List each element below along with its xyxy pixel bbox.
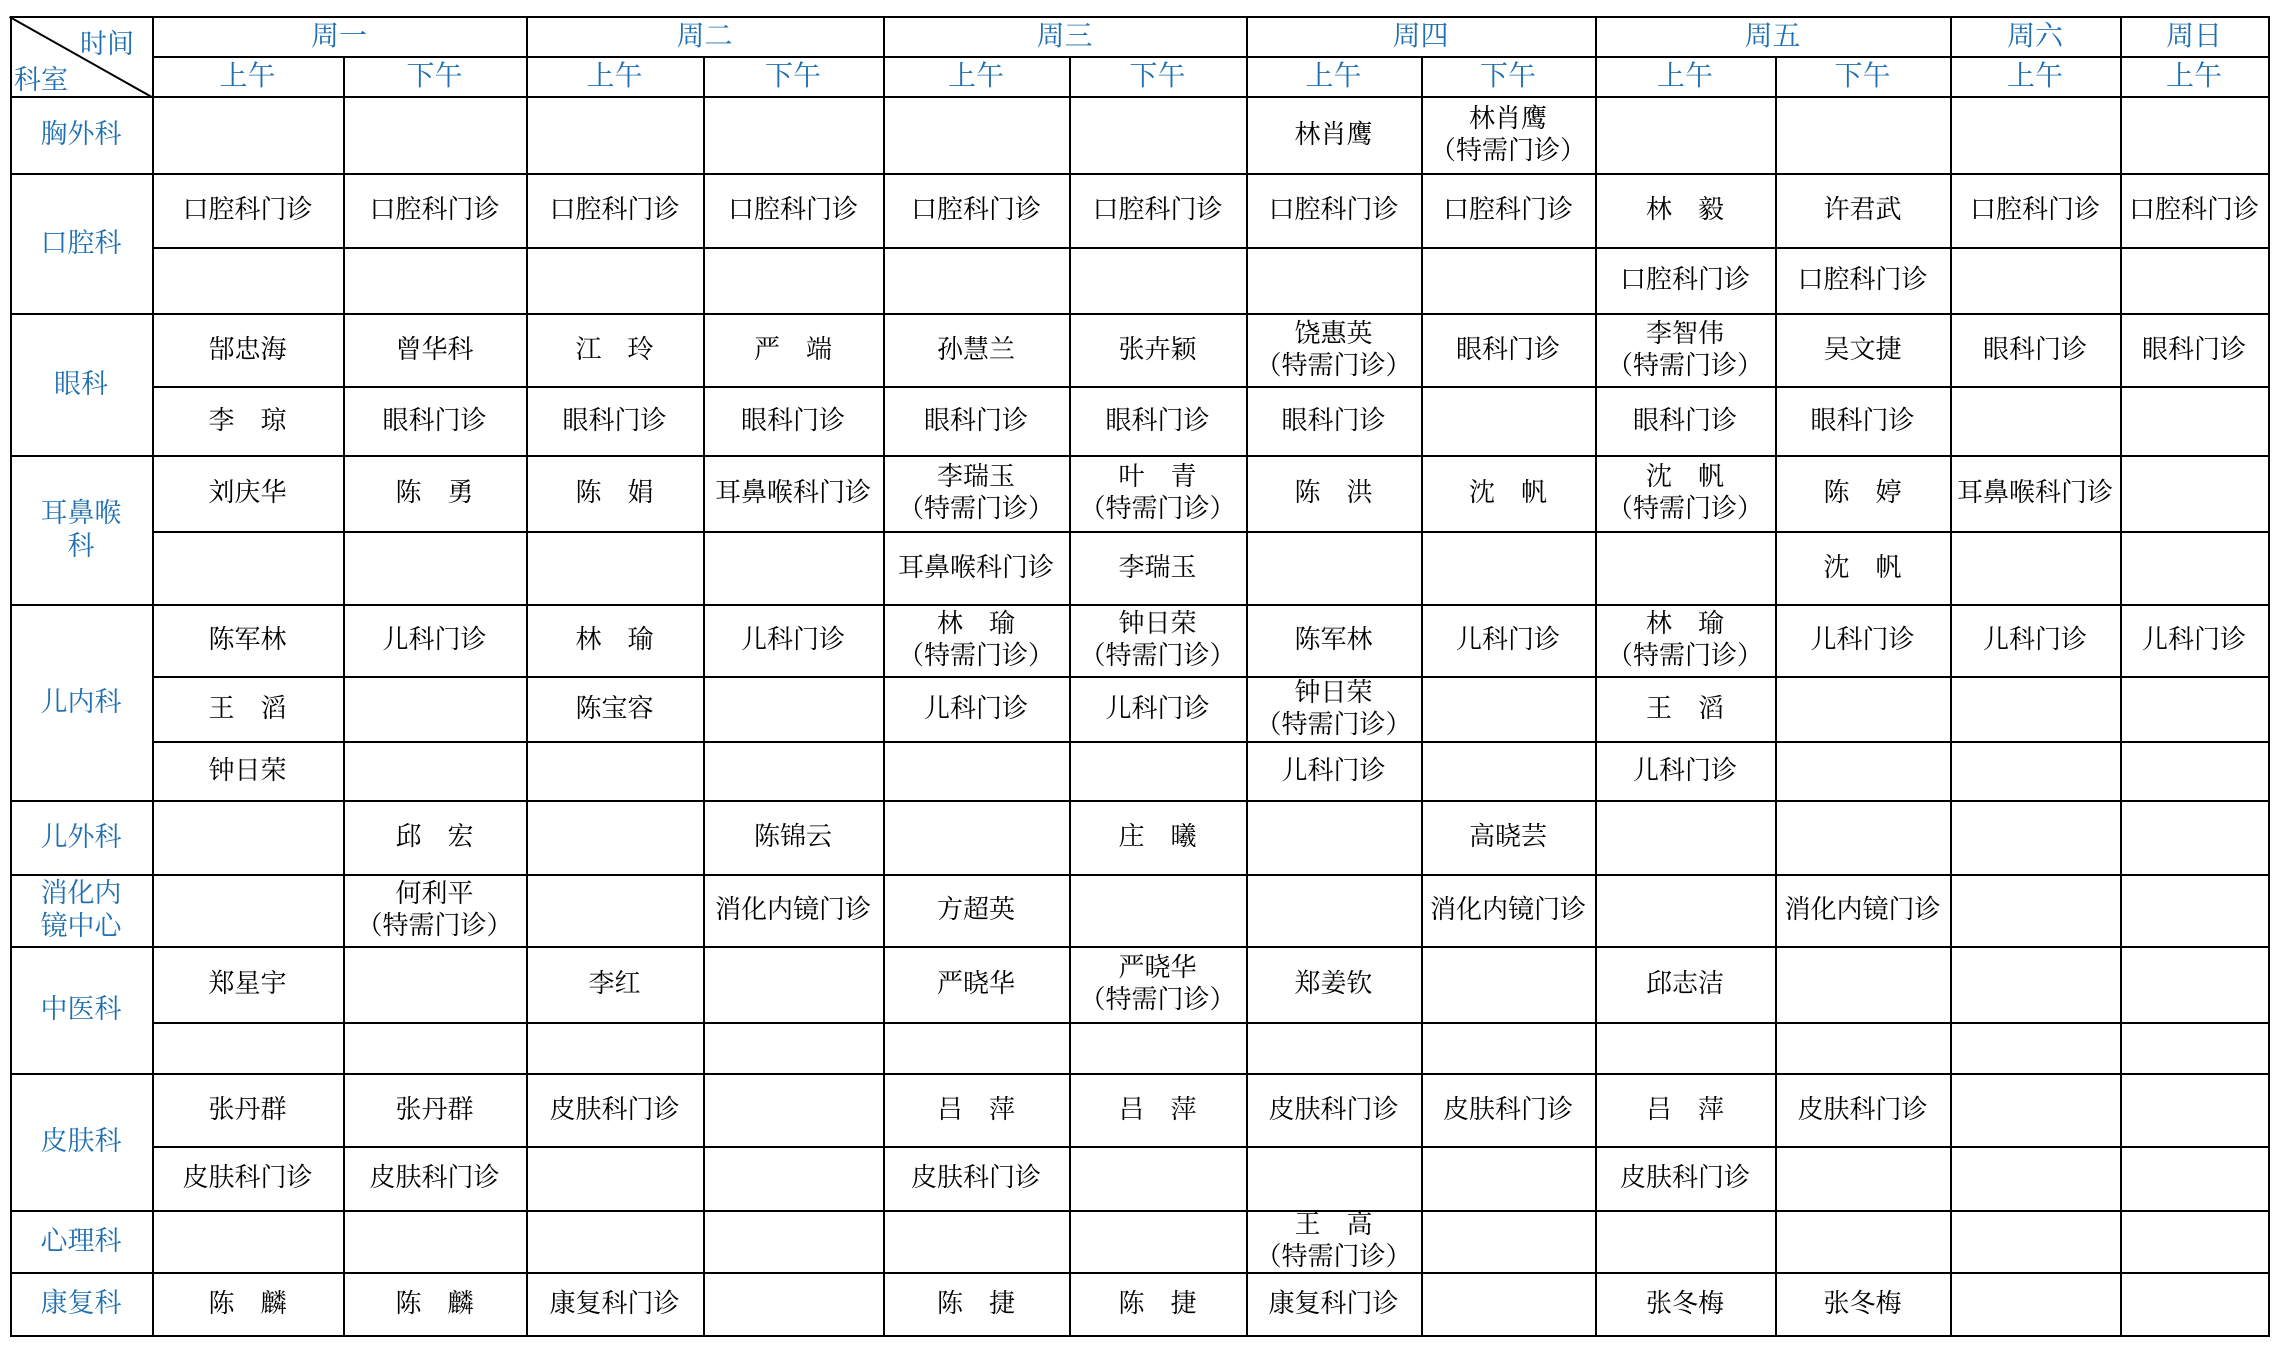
- schedule-cell: [1775, 604, 1950, 676]
- schedule-cell: [1246, 455, 1421, 531]
- doctor-name: 康复科门诊: [1268, 1288, 1399, 1319]
- schedule-cell: [1775, 531, 1950, 604]
- doctor-name: 陈 捷: [936, 1288, 1015, 1319]
- doctor-name: 口腔科门诊: [369, 195, 500, 225]
- doctor-name: 口腔科门诊: [1268, 195, 1399, 225]
- schedule-cell: [1246, 604, 1421, 676]
- time-slot-header: 上午: [2165, 59, 2222, 92]
- clinic-note: （特需门诊）: [356, 911, 513, 941]
- doctor-name: 眼科门诊: [1105, 405, 1210, 436]
- clinic-note: （特需门诊）: [1255, 1242, 1412, 1272]
- schedule-cell: [1595, 1272, 1775, 1335]
- schedule-cell: [1595, 946, 1775, 1022]
- doctor-name: 钟日荣: [208, 755, 287, 786]
- doctor-name: 叶 青: [1118, 462, 1197, 492]
- schedule-cell: [343, 386, 526, 455]
- schedule-cell: [703, 874, 883, 946]
- schedule-cell: [526, 455, 703, 531]
- schedule-cell: [343, 1073, 526, 1146]
- clinic-note: （特需门诊）: [1429, 135, 1586, 166]
- doctor-name: 康复科门诊: [549, 1288, 680, 1319]
- schedule-cell: [2120, 313, 2268, 386]
- schedule-cell: [526, 604, 703, 676]
- doctor-name: 眼科门诊: [2141, 334, 2246, 365]
- doctor-name: 皮肤科门诊: [182, 1163, 313, 1193]
- doctor-name: 钟日荣: [1118, 609, 1197, 639]
- schedule-cell: [1069, 455, 1246, 531]
- doctor-name: 林 瑜: [1645, 609, 1724, 639]
- doctor-name: 消化内镜门诊: [1429, 895, 1586, 925]
- doctor-name: 郑姜钦: [1294, 969, 1373, 999]
- doctor-name: 吴文捷: [1823, 334, 1902, 365]
- doctor-name: 皮肤科门诊: [1797, 1094, 1928, 1125]
- schedule-cell: [883, 1073, 1069, 1146]
- schedule-cell: [883, 946, 1069, 1022]
- schedule-cell: [883, 386, 1069, 455]
- schedule-cell: [1069, 173, 1246, 247]
- schedule-cell: [152, 313, 343, 386]
- sub-row-divider: [152, 741, 2268, 743]
- schedule-cell: [883, 676, 1069, 741]
- clinic-note: （特需门诊）: [1079, 494, 1236, 524]
- time-slot-header: 下午: [406, 59, 463, 92]
- department-header: 口腔科: [40, 227, 122, 259]
- department-header: 消化内镜中心: [40, 878, 122, 942]
- clinic-note: （特需门诊）: [1255, 709, 1412, 740]
- clinic-note: （特需门诊）: [1606, 494, 1763, 524]
- doctor-name: 眼科门诊: [1281, 405, 1386, 436]
- department-row-divider: [10, 1335, 2268, 1337]
- schedule-cell: [526, 313, 703, 386]
- doctor-name: 儿科门诊: [1632, 755, 1737, 786]
- schedule-cell: [1595, 455, 1775, 531]
- schedule-cell: [703, 173, 883, 247]
- schedule-cell: [343, 173, 526, 247]
- schedule-cell: [152, 386, 343, 455]
- doctor-name: 林 毅: [1645, 195, 1724, 225]
- doctor-name: 李瑞玉: [936, 462, 1015, 492]
- doctor-name: 皮肤科门诊: [369, 1163, 500, 1193]
- doctor-name: 口腔科门诊: [1969, 195, 2100, 225]
- doctor-name: 口腔科门诊: [1797, 265, 1928, 295]
- schedule-cell: [883, 1146, 1069, 1210]
- doctor-name: 林 瑜: [575, 625, 654, 655]
- schedule-cell: [1069, 531, 1246, 604]
- schedule-cell: [1775, 173, 1950, 247]
- schedule-cell: [1950, 173, 2120, 247]
- doctor-name: 儿科门诊: [1281, 755, 1386, 786]
- schedule-cell: [1950, 604, 2120, 676]
- doctor-name: 皮肤科门诊: [910, 1163, 1041, 1193]
- doctor-name: 林肖鹰: [1468, 103, 1547, 134]
- doctor-name: 林肖鹰: [1294, 119, 1373, 150]
- doctor-name: 李红: [588, 969, 641, 999]
- schedule-cell: [1246, 313, 1421, 386]
- doctor-name: 眼科门诊: [1632, 405, 1737, 436]
- doctor-name: 儿科门诊: [1105, 693, 1210, 724]
- schedule-cell: [1950, 455, 2120, 531]
- doctor-name: 李 琼: [208, 405, 287, 436]
- day-header: 周五: [1744, 19, 1801, 52]
- schedule-cell: [526, 386, 703, 455]
- schedule-cell: [526, 173, 703, 247]
- schedule-cell: [1595, 313, 1775, 386]
- schedule-cell: [526, 1073, 703, 1146]
- schedule-cell: [703, 313, 883, 386]
- sub-row-divider: [152, 247, 2268, 249]
- schedule-cell: [2120, 604, 2268, 676]
- doctor-name: 曾华科: [395, 334, 474, 365]
- doctor-name: 皮肤科门诊: [1442, 1094, 1573, 1125]
- doctor-name: 儿科门诊: [2141, 625, 2246, 655]
- schedule-cell: [526, 946, 703, 1022]
- doctor-name: 耳鼻喉科门诊: [1956, 478, 2113, 508]
- schedule-cell: [2120, 173, 2268, 247]
- doctor-name: 口腔科门诊: [1442, 195, 1573, 225]
- schedule-cell: [1775, 1272, 1950, 1335]
- doctor-name: 陈 麟: [395, 1288, 474, 1319]
- doctor-name: 口腔科门诊: [182, 195, 313, 225]
- doctor-name: 邱志洁: [1645, 969, 1724, 999]
- schedule-cell: [1595, 1146, 1775, 1210]
- day-header: 周日: [2165, 19, 2222, 52]
- schedule-cell: [1421, 1073, 1595, 1146]
- doctor-name: 刘庆华: [208, 478, 287, 508]
- doctor-name: 沈 帆: [1645, 462, 1724, 492]
- schedule-cell: [1246, 1210, 1421, 1272]
- schedule-cell: [1775, 455, 1950, 531]
- schedule-cell: [1246, 1073, 1421, 1146]
- schedule-cell: [526, 1272, 703, 1335]
- schedule-cell: [1246, 96, 1421, 173]
- doctor-name: 陈 婷: [1823, 478, 1902, 508]
- clinic-note: （特需门诊）: [1606, 641, 1763, 671]
- schedule-cell: [883, 1272, 1069, 1335]
- doctor-name: 张冬梅: [1645, 1288, 1724, 1319]
- schedule-cell: [152, 946, 343, 1022]
- table-border-right: [2268, 16, 2270, 1337]
- time-slot-header: 上午: [219, 59, 276, 92]
- schedule-cell: [1421, 455, 1595, 531]
- sub-row-divider: [152, 1022, 2268, 1024]
- doctor-name: 陈 勇: [395, 478, 474, 508]
- department-header: 中医科: [40, 994, 122, 1025]
- doctor-name: 儿科门诊: [740, 625, 845, 655]
- doctor-name: 吕 萍: [1645, 1094, 1724, 1125]
- schedule-cell: [1069, 386, 1246, 455]
- department-row-divider: [10, 1210, 2268, 1212]
- time-slot-header: 上午: [1656, 59, 1713, 92]
- doctor-name: 高晓芸: [1468, 822, 1547, 852]
- schedule-cell: [152, 676, 343, 741]
- doctor-name: 吕 萍: [936, 1094, 1015, 1125]
- doctor-name: 眼科门诊: [382, 405, 487, 436]
- schedule-cell: [1069, 1272, 1246, 1335]
- time-slot-header: 下午: [764, 59, 821, 92]
- time-slot-header: 上午: [1305, 59, 1362, 92]
- doctor-name: 严晓华: [936, 969, 1015, 999]
- schedule-cell: [1069, 676, 1246, 741]
- schedule-cell: [1069, 946, 1246, 1022]
- doctor-name: 陈军林: [208, 625, 287, 655]
- schedule-cell: [343, 800, 526, 874]
- corner-department-label: 科室: [14, 65, 68, 96]
- doctor-name: 消化内镜门诊: [714, 895, 871, 925]
- schedule-cell: [883, 604, 1069, 676]
- department-header: 儿内科: [40, 686, 122, 718]
- schedule-cell: [1421, 800, 1595, 874]
- doctor-name: 儿科门诊: [1455, 625, 1560, 655]
- schedule-cell: [343, 313, 526, 386]
- department-header: 眼科: [54, 368, 108, 400]
- time-slot-header: 下午: [1129, 59, 1186, 92]
- department-header: 心理科: [40, 1225, 122, 1257]
- time-slot-header: 下午: [1479, 59, 1536, 92]
- doctor-name: 口腔科门诊: [1619, 265, 1750, 295]
- doctor-name: 眼科门诊: [1810, 405, 1915, 436]
- doctor-name: 陈 娟: [575, 478, 654, 508]
- doctor-name: 消化内镜门诊: [1784, 895, 1941, 925]
- header-bottom-divider: [10, 96, 2268, 98]
- day-header: 周三: [1036, 19, 1093, 52]
- doctor-name: 皮肤科门诊: [1619, 1163, 1750, 1193]
- schedule-cell: [152, 741, 343, 800]
- schedule-cell: [703, 455, 883, 531]
- schedule-cell: [1246, 1272, 1421, 1335]
- doctor-name: 耳鼻喉科门诊: [714, 478, 871, 508]
- clinic-note: （特需门诊）: [1079, 985, 1236, 1015]
- schedule-cell: [1595, 741, 1775, 800]
- clinic-note: （特需门诊）: [1606, 350, 1763, 381]
- schedule-cell: [152, 173, 343, 247]
- doctor-name: 邱 宏: [395, 822, 474, 852]
- schedule-cell: [343, 874, 526, 946]
- doctor-name: 郑星宇: [208, 969, 287, 999]
- doctor-name: 眼科门诊: [740, 405, 845, 436]
- doctor-name: 严 端: [753, 334, 832, 365]
- schedule-cell: [152, 1073, 343, 1146]
- doctor-name: 沈 帆: [1823, 552, 1902, 583]
- doctor-name: 王 高: [1294, 1210, 1373, 1240]
- schedule-cell: [343, 455, 526, 531]
- schedule-cell: [152, 1272, 343, 1335]
- schedule-cell: [1246, 386, 1421, 455]
- doctor-name: 张丹群: [395, 1094, 474, 1125]
- day-header: 周四: [1392, 19, 1449, 52]
- doctor-name: 江 玲: [575, 334, 654, 365]
- doctor-name: 郜忠海: [208, 334, 287, 365]
- schedule-cell: [1775, 247, 1950, 313]
- doctor-name: 陈军林: [1294, 625, 1373, 655]
- department-header: 皮肤科: [40, 1126, 122, 1157]
- doctor-name: 李瑞玉: [1118, 552, 1197, 583]
- schedule-cell: [1595, 247, 1775, 313]
- doctor-name: 口腔科门诊: [2128, 195, 2259, 225]
- day-header: 周六: [2006, 19, 2063, 52]
- doctor-name: 口腔科门诊: [910, 195, 1041, 225]
- doctor-name: 林 瑜: [936, 609, 1015, 639]
- schedule-cell: [1246, 676, 1421, 741]
- schedule-cell: [1950, 313, 2120, 386]
- doctor-name: 眼科门诊: [1455, 334, 1560, 365]
- doctor-name: 口腔科门诊: [727, 195, 858, 225]
- schedule-cell: [1595, 676, 1775, 741]
- clinic-note: （特需门诊）: [897, 641, 1054, 671]
- schedule-cell: [1595, 173, 1775, 247]
- doctor-name: 儿科门诊: [1810, 625, 1915, 655]
- doctor-name: 口腔科门诊: [549, 195, 680, 225]
- schedule-cell: [1775, 313, 1950, 386]
- schedule-cell: [1421, 604, 1595, 676]
- doctor-name: 陈 洪: [1294, 478, 1373, 508]
- schedule-cell: [343, 1146, 526, 1210]
- doctor-name: 孙慧兰: [936, 334, 1015, 365]
- schedule-cell: [883, 455, 1069, 531]
- schedule-cell: [1421, 874, 1595, 946]
- doctor-name: 儿科门诊: [382, 625, 487, 655]
- doctor-name: 儿科门诊: [1982, 625, 2087, 655]
- doctor-name: 严晓华: [1118, 953, 1197, 983]
- clinic-note: （特需门诊）: [897, 494, 1054, 524]
- doctor-name: 眼科门诊: [562, 405, 667, 436]
- doctor-name: 张卉颖: [1118, 334, 1197, 365]
- time-slot-header: 下午: [1834, 59, 1891, 92]
- schedule-cell: [152, 1146, 343, 1210]
- doctor-name: 沈 帆: [1468, 478, 1547, 508]
- doctor-name: 王 滔: [208, 693, 287, 724]
- department-header: 胸外科: [40, 119, 122, 150]
- corner-time-label: 时间: [80, 29, 134, 60]
- schedule-cell: [1246, 741, 1421, 800]
- schedule-cell: [883, 531, 1069, 604]
- schedule-cell: [1595, 386, 1775, 455]
- time-slot-header: 上午: [586, 59, 643, 92]
- schedule-cell: [1775, 874, 1950, 946]
- doctor-name: 眼科门诊: [1982, 334, 2087, 365]
- schedule-cell: [1775, 386, 1950, 455]
- doctor-name: 庄 曦: [1118, 822, 1197, 852]
- doctor-name: 许君武: [1823, 195, 1902, 225]
- schedule-cell: [343, 1272, 526, 1335]
- doctor-name: 何利平: [395, 879, 474, 909]
- doctor-name: 陈 麟: [208, 1288, 287, 1319]
- schedule-cell: [1775, 1073, 1950, 1146]
- department-header: 儿外科: [40, 821, 122, 853]
- schedule-cell: [1069, 800, 1246, 874]
- department-header: 耳鼻喉科: [40, 497, 122, 562]
- doctor-name: 陈锦云: [753, 822, 832, 852]
- doctor-name: 皮肤科门诊: [1268, 1094, 1399, 1125]
- time-slot-header: 上午: [947, 59, 1004, 92]
- doctor-name: 陈 捷: [1118, 1288, 1197, 1319]
- doctor-name: 皮肤科门诊: [549, 1094, 680, 1125]
- schedule-cell: [703, 800, 883, 874]
- clinic-note: （特需门诊）: [1255, 350, 1412, 381]
- schedule-cell: [1595, 1073, 1775, 1146]
- clinic-note: （特需门诊）: [1079, 641, 1236, 671]
- schedule-cell: [526, 676, 703, 741]
- schedule-cell: [1421, 96, 1595, 173]
- schedule-cell: [1069, 604, 1246, 676]
- schedule-cell: [152, 455, 343, 531]
- doctor-name: 陈宝容: [575, 693, 654, 724]
- doctor-name: 李智伟: [1645, 318, 1724, 349]
- schedule-cell: [1069, 313, 1246, 386]
- schedule-cell: [883, 313, 1069, 386]
- doctor-name: 耳鼻喉科门诊: [897, 552, 1054, 583]
- day-header: 周二: [676, 19, 733, 52]
- schedule-cell: [883, 874, 1069, 946]
- schedule-cell: [1069, 1073, 1246, 1146]
- doctor-name: 方超英: [936, 895, 1015, 925]
- schedule-cell: [703, 604, 883, 676]
- doctor-name: 张丹群: [208, 1094, 287, 1125]
- doctor-name: 张冬梅: [1823, 1288, 1902, 1319]
- doctor-name: 吕 萍: [1118, 1094, 1197, 1125]
- doctor-name: 钟日荣: [1294, 677, 1373, 708]
- doctor-name: 饶惠英: [1294, 318, 1373, 349]
- schedule-cell: [1246, 173, 1421, 247]
- doctor-name: 王 滔: [1645, 693, 1724, 724]
- department-header: 康复科: [40, 1288, 122, 1319]
- doctor-name: 口腔科门诊: [1092, 195, 1223, 225]
- schedule-cell: [343, 604, 526, 676]
- schedule-cell: [152, 604, 343, 676]
- day-header: 周一: [310, 19, 367, 52]
- doctor-name: 眼科门诊: [923, 405, 1028, 436]
- schedule-cell: [1595, 604, 1775, 676]
- schedule-cell: [1246, 946, 1421, 1022]
- schedule-cell: [703, 386, 883, 455]
- schedule-cell: [1421, 313, 1595, 386]
- schedule-cell: [1421, 173, 1595, 247]
- time-slot-header: 上午: [2006, 59, 2063, 92]
- doctor-name: 儿科门诊: [923, 693, 1028, 724]
- schedule-cell: [883, 173, 1069, 247]
